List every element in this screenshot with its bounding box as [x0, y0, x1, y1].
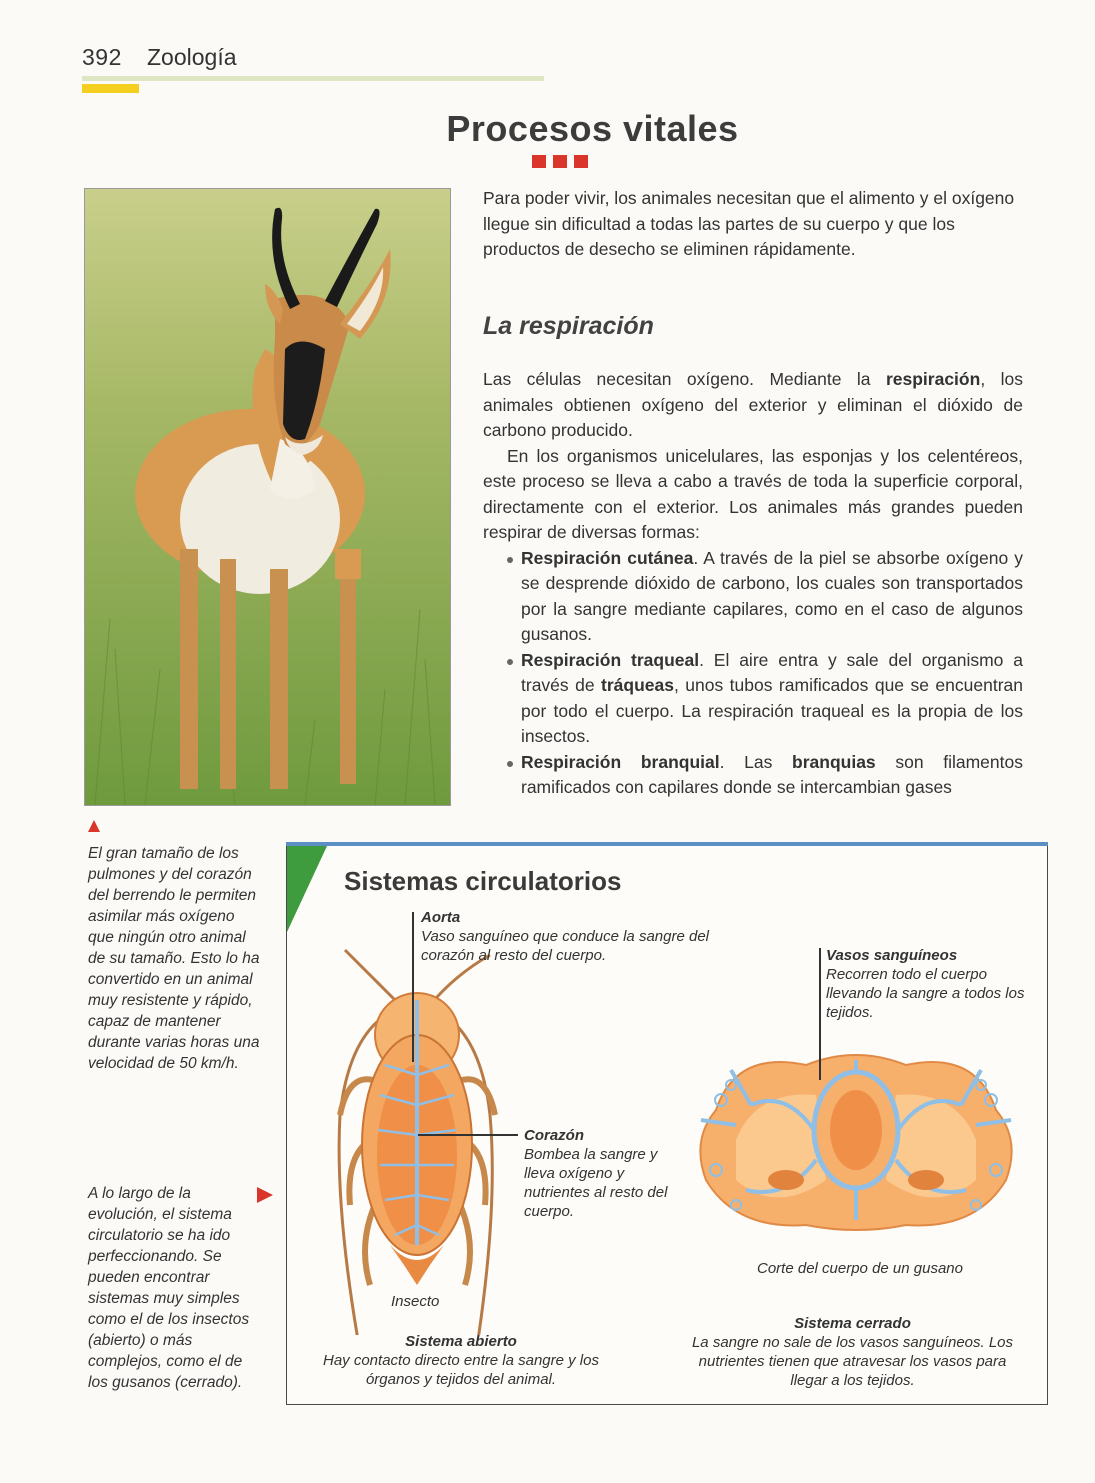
- box-top-rule: [286, 842, 1048, 846]
- list-item: Respiración cutánea. A través de la piel se absorbe oxígeno y se desprende dióxido de carbono, los cuales son transportados por la sangre mediante capilares, como en el caso de algunos gusanos.: [483, 546, 1023, 648]
- title-ornament: [532, 155, 588, 168]
- diagram-caption: A lo largo de la evolución, el sistema circulatorio se ha ido perfeccionando. Se pueden encontrar sistemas muy simples como el de los insectos (abierto) o más complejos, como el de los gusanos (cerrado).: [88, 1185, 250, 1391]
- closed-system-label: Sistema cerrado La sangre no sale de los vasos sanguíneos. Los nutrientes tienen que atravesar los vasos para llegar a los tejidos.: [691, 1315, 1014, 1389]
- worm-label: Corte del cuerpo de un gusano: [757, 1260, 963, 1277]
- aorta-pointer: [412, 912, 414, 1062]
- pronghorn-photo: [84, 188, 451, 806]
- paragraph: En los organismos unicelulares, las esponjas y los celentéreos, este proceso se lleva a cabo a través de toda la superficie corporal, directamente con el exterior. Los animales más grandes pueden respirar de diversas formas:: [483, 445, 1023, 542]
- vessels-label: Vasos sanguíneos Recorren todo el cuerpo llevando la sangre a todos los tejidos.: [826, 947, 1025, 1021]
- caption-marker-up-icon: [88, 820, 100, 832]
- page-title: Procesos vitales: [446, 108, 739, 149]
- box-corner-accent: [287, 846, 327, 932]
- caption-marker-right-icon: [257, 1187, 273, 1203]
- header-accent-bar: [82, 84, 139, 93]
- insect-diagram: [330, 945, 510, 1335]
- list-item: Respiración branquial. Las branquias son filamentos ramificados con capilares donde se intercambian gases: [483, 750, 1023, 801]
- vessels-pointer: [819, 948, 821, 1080]
- intro-paragraph: Para poder vivir, los animales necesitan que el alimento y el oxígeno llegue sin dificultad a todas las partes de su cuerpo y que los productos de desecho se eliminen rápidamente.: [483, 188, 1015, 259]
- heart-label: Corazón Bombea la sangre y lleva oxígeno y nutrientes al resto del cuerpo.: [524, 1127, 668, 1220]
- respiration-body: [483, 367, 1023, 801]
- section-heading: La respiración: [483, 312, 654, 340]
- aorta-label: Aorta Vaso sanguíneo que conduce la sangre del corazón al resto del cuerpo.: [421, 909, 709, 964]
- section-title: Zoología: [147, 44, 237, 70]
- box-title: Sistemas circulatorios: [344, 866, 622, 896]
- photo-caption: El gran tamaño de los pulmones y del corazón del berrendo le permiten asimilar más oxígeno que ningún otro animal de su tamaño. Esto lo ha convertido en un animal muy resistente y rápido, capaz de mantener durante varias horas una velocidad de 50 km/h.: [88, 845, 260, 1072]
- open-system-label: Sistema abierto Hay contacto directo entre la sangre y los órganos y tejidos del animal.: [323, 1333, 599, 1388]
- page-number: 392: [82, 44, 122, 70]
- worm-cross-section-diagram: [676, 1030, 1036, 1240]
- header-rule: [82, 76, 544, 81]
- paragraph: Las células necesitan oxígeno. Mediante la respiración, los animales obtienen oxígeno del exterior y eliminan el dióxido de carbono producido.: [483, 369, 1023, 440]
- insect-label: Insecto: [391, 1293, 440, 1310]
- list-item: Respiración traqueal. El aire entra y sale del organismo a través de tráqueas, unos tubos ramificados que se encuentran por todo el cuerpo. La respiración traqueal es la propia de los insectos.: [483, 648, 1023, 750]
- heart-pointer: [418, 1134, 518, 1136]
